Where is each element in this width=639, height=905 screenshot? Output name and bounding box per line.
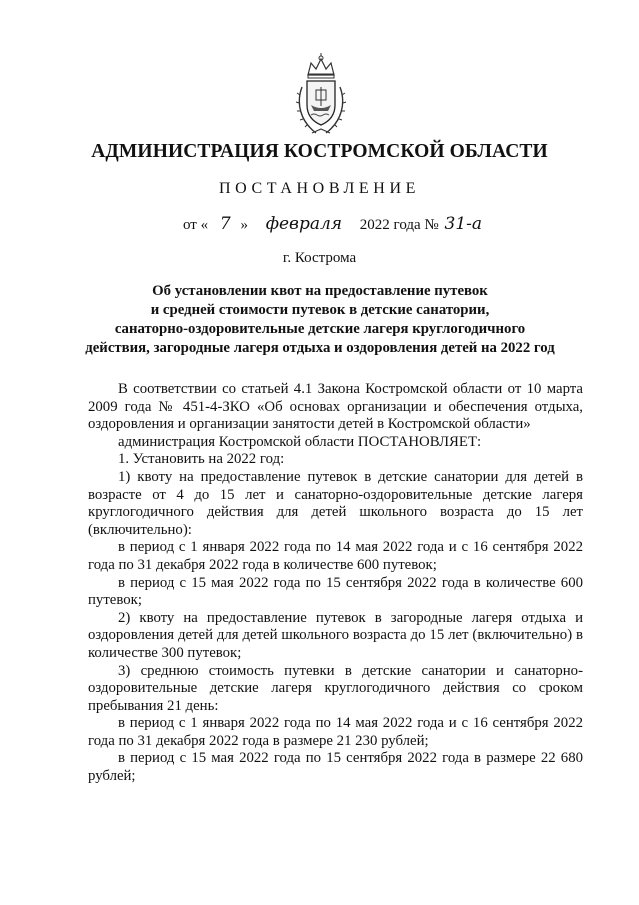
kostroma-coat-of-arms-icon	[294, 53, 348, 137]
date-month: февраля	[265, 214, 343, 234]
title-line: санаторно-оздоровительные детские лагеря круглогодичного	[114, 321, 526, 337]
date-quote-close: »	[240, 217, 248, 233]
date-year: 2022 года №	[359, 217, 439, 233]
paragraph: в период с 1 января 2022 года по 14 мая 2022 года и с 16 сентября 2022 года по 31 декабря 2022 года в размере 21 230 рублей;	[88, 715, 583, 749]
document-type: ПОСТАНОВЛЕНИЕ	[219, 180, 420, 197]
paragraph: в период с 15 мая 2022 года по 15 сентября 2022 года в количестве 600 путевок;	[88, 574, 583, 609]
date-day: 7	[219, 214, 231, 234]
paragraph: в период с 15 мая 2022 года по 15 сентября 2022 года в размере 22 680 рублей;	[88, 750, 583, 785]
paragraph: В соответствии со статьей 4.1 Закона Костромской области от 10 марта 2009 года № 451-4-ЗКО «Об основах организации и обеспечения отдыха, оздоровления и организации занятости детей в Костромской области»	[88, 381, 583, 433]
date-prefix: от «	[183, 217, 209, 233]
paragraph: 1. Установить на 2022 год:	[118, 451, 285, 468]
paragraph: 3) среднюю стоимость путевки в детские санатории и санаторно-оздоровительные детские лагеря круглогодичного действия со сроком пребывания 21 день:	[88, 662, 583, 714]
city: г. Кострома	[282, 250, 357, 266]
paragraph: 2) квоту на предоставление путевок в загородные лагеря отдыха и оздоровления детей для детей школьного возраста до 15 лет (включительно) в количестве 300 путевок;	[88, 609, 583, 661]
paragraph: администрация Костромской области ПОСТАНОВЛЯЕТ:	[118, 433, 482, 450]
organization-name: АДМИНИСТРАЦИЯ КОСТРОМСКОЙ ОБЛАСТИ	[91, 141, 548, 162]
document-title	[40, 282, 600, 358]
title-line: и средней стоимости путевок в детские санатории,	[150, 302, 490, 318]
document-number: 31-а	[444, 214, 483, 234]
paragraph: 1) квоту на предоставление путевок в детские санатории для детей в возрасте от 4 до 15 лет и санаторно-оздоровительные детские лагеря круглогодичного действия для детей школьного возраста до 15 лет (включительно):	[88, 468, 583, 538]
paragraph: в период с 1 января 2022 года по 14 мая 2022 года и с 16 сентября 2022 года по 31 декабря 2022 года в количестве 600 путевок;	[88, 539, 583, 573]
document-body	[88, 381, 583, 786]
date-line	[183, 214, 482, 234]
title-line: действия, загородные лагеря отдыха и оздоровления детей на 2022 год	[85, 340, 555, 356]
title-line: Об установлении квот на предоставление путевок	[152, 283, 488, 299]
